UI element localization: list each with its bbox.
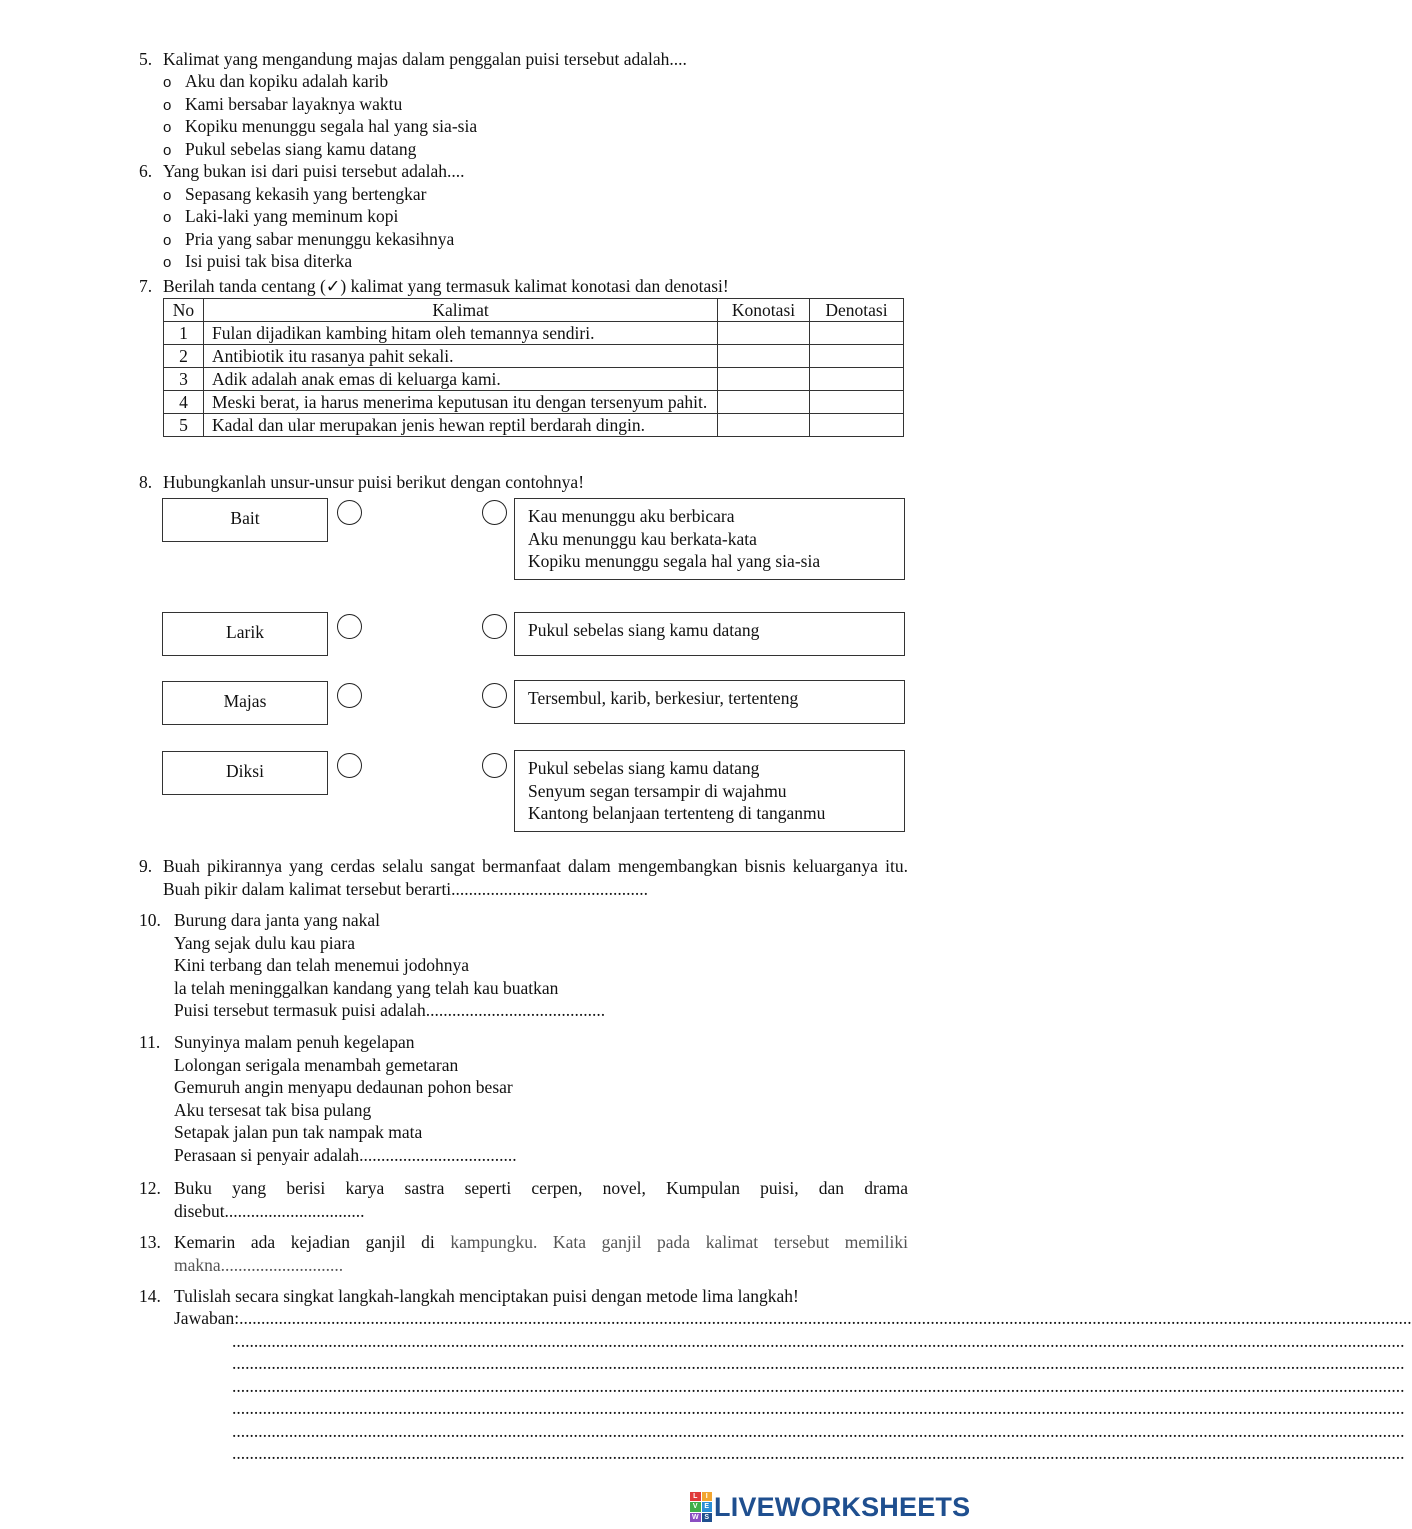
match-right-dot[interactable] — [482, 614, 507, 639]
liveworksheets-logo — [690, 1489, 970, 1525]
q6-text: Yang bukan isi dari puisi tersebut adalah.... — [163, 161, 465, 181]
q6-number: 6. — [139, 161, 153, 181]
q5-option[interactable]: o Pukul sebelas siang kamu datang — [163, 138, 416, 163]
q12-text: Buku yang berisi karya sastra seperti cerpen, novel, Kumpulan puisi, dan drama disebut................................ — [174, 1178, 908, 1221]
table-header-row — [164, 299, 904, 322]
row-no: 3 — [164, 368, 204, 391]
answer-dotted-line[interactable]: ............................................................................................................................................................................................................................................................................ — [232, 1398, 1405, 1418]
match-right-dot[interactable] — [482, 753, 507, 778]
table-row — [164, 322, 904, 345]
q5-option[interactable]: o Kopiku menunggu segala hal yang sia-sia — [163, 115, 477, 140]
header-denotasi: Denotasi — [810, 299, 904, 322]
q6-option[interactable]: o Sepasang kekasih yang bertengkar — [163, 183, 427, 208]
row-kalimat: Fulan dijadikan kambing hitam oleh temannya sendiri. — [203, 322, 717, 345]
radio-bullet-icon: o — [163, 97, 172, 114]
match-left-diksi: Diksi — [162, 751, 328, 795]
konotasi-check-cell[interactable] — [718, 322, 810, 345]
match-right-option: Pukul sebelas siang kamu datang Senyum segan tersampir di wajahmu Kantong belanjaan tertenteng di tanganmu — [514, 750, 905, 832]
q10-number: 10. — [139, 910, 161, 930]
answer-dotted-line[interactable]: ............................................................................................................................................................................................................................................................................ — [232, 1443, 1405, 1463]
header-no: No — [164, 299, 204, 322]
match-right-option: Tersembul, karib, berkesiur, tertenteng — [514, 680, 905, 724]
radio-bullet-icon: o — [163, 187, 172, 204]
table-row — [164, 391, 904, 414]
q14-answer-line[interactable]: Jawaban:............................................................................................................................................................................................................................................................................ — [174, 1308, 1412, 1328]
q6-option[interactable]: o Isi puisi tak bisa diterka — [163, 250, 352, 275]
q11-poem: Sunyinya malam penuh kegelapan Lolongan serigala menambah gemetaran Gemuruh angin menyapu dedaunan pohon besar Aku tersesat tak bisa pulang Setapak jalan pun tak nampak mata Perasaan si penyair adalah.................................... — [174, 1032, 517, 1165]
radio-bullet-icon: o — [163, 232, 172, 249]
denotasi-check-cell[interactable] — [810, 322, 904, 345]
match-left-bait: Bait — [162, 498, 328, 542]
q5-text: Kalimat yang mengandung majas dalam penggalan puisi tersebut adalah.... — [163, 49, 687, 69]
match-left-dot[interactable] — [337, 500, 362, 525]
denotasi-check-cell[interactable] — [810, 414, 904, 437]
row-no: 5 — [164, 414, 204, 437]
row-kalimat: Meski berat, ia harus menerima keputusan itu dengan tersenyum pahit. — [203, 391, 717, 414]
radio-bullet-icon: o — [163, 74, 172, 91]
header-konotasi: Konotasi — [718, 299, 810, 322]
row-no: 4 — [164, 391, 204, 414]
radio-bullet-icon: o — [163, 254, 172, 271]
denotasi-check-cell[interactable] — [810, 368, 904, 391]
q5-number: 5. — [139, 49, 153, 69]
konotasi-check-cell[interactable] — [718, 414, 810, 437]
header-kalimat: Kalimat — [203, 299, 717, 322]
table-row — [164, 414, 904, 437]
liveworksheets-wordmark: LIVEWORKSHEETS — [714, 1491, 971, 1522]
denotasi-check-cell[interactable] — [810, 391, 904, 414]
match-left-dot[interactable] — [337, 683, 362, 708]
konotasi-denotasi-table — [163, 298, 904, 437]
answer-dotted-line[interactable]: ............................................................................................................................................................................................................................................................................ — [232, 1421, 1405, 1441]
q8-text: Hubungkanlah unsur-unsur puisi berikut dengan contohnya! — [163, 472, 585, 492]
match-right-dot[interactable] — [482, 500, 507, 525]
match-right-dot[interactable] — [482, 683, 507, 708]
match-left-larik: Larik — [162, 612, 328, 656]
q13-text: Kemarin ada kejadian ganjil di kampungku. Kata ganjil pada kalimat tersebut memiliki makna............................ — [174, 1232, 908, 1275]
q8-number: 8. — [139, 472, 153, 492]
konotasi-check-cell[interactable] — [718, 391, 810, 414]
row-kalimat: Adik adalah anak emas di keluarga kami. — [203, 368, 717, 391]
radio-bullet-icon: o — [163, 209, 172, 226]
row-kalimat: Antibiotik itu rasanya pahit sekali. — [203, 345, 717, 368]
q12-number: 12. — [139, 1178, 161, 1198]
q7-text: Berilah tanda centang (✓) kalimat yang termasuk kalimat konotasi dan denotasi! — [163, 276, 729, 296]
q5-option[interactable]: o Aku dan kopiku adalah karib — [163, 70, 388, 95]
row-no: 2 — [164, 345, 204, 368]
radio-bullet-icon: o — [163, 119, 172, 136]
q6-option[interactable]: o Pria yang sabar menunggu kekasihnya — [163, 228, 454, 253]
answer-dotted-line[interactable]: ............................................................................................................................................................................................................................................................................ — [232, 1376, 1405, 1396]
q5-option[interactable]: o Kami bersabar layaknya waktu — [163, 93, 402, 118]
konotasi-check-cell[interactable] — [718, 345, 810, 368]
q14-number: 14. — [139, 1286, 161, 1306]
match-left-dot[interactable] — [337, 614, 362, 639]
q14-text: Tulislah secara singkat langkah-langkah menciptakan puisi dengan metode lima langkah! — [174, 1286, 799, 1306]
match-right-option: Pukul sebelas siang kamu datang — [514, 612, 905, 656]
table-row — [164, 345, 904, 368]
answer-dotted-line[interactable]: ............................................................................................................................................................................................................................................................................ — [232, 1353, 1405, 1373]
q9-text: Buah pikirannya yang cerdas selalu sangat bermanfaat dalam mengembangkan bisnis keluarganya itu. Buah pikir dalam kalimat tersebut berarti............................................. — [163, 856, 908, 899]
liveworksheets-logo-icon: L I V E W S — [690, 1492, 712, 1522]
row-kalimat: Kadal dan ular merupakan jenis hewan reptil berdarah dingin. — [203, 414, 717, 437]
match-left-majas: Majas — [162, 681, 328, 725]
table-row — [164, 368, 904, 391]
match-right-option: Kau menunggu aku berbicara Aku menunggu kau berkata-kata Kopiku menunggu segala hal yang sia-sia — [514, 498, 905, 580]
q7-number: 7. — [139, 276, 153, 296]
radio-bullet-icon: o — [163, 142, 172, 159]
match-left-dot[interactable] — [337, 753, 362, 778]
q6-option[interactable]: o Laki-laki yang meminum kopi — [163, 205, 398, 230]
q9-number: 9. — [139, 856, 153, 876]
konotasi-check-cell[interactable] — [718, 368, 810, 391]
q10-poem: Burung dara janta yang nakal Yang sejak dulu kau piara Kini terbang dan telah menemui jodohnya la telah meninggalkan kandang yang telah kau buatkan Puisi tersebut termasuk puisi adalah......................................... — [174, 910, 606, 1020]
answer-dotted-line[interactable]: ............................................................................................................................................................................................................................................................................ — [232, 1331, 1405, 1351]
q13-number: 13. — [139, 1232, 161, 1252]
q11-number: 11. — [139, 1032, 161, 1052]
denotasi-check-cell[interactable] — [810, 345, 904, 368]
row-no: 1 — [164, 322, 204, 345]
